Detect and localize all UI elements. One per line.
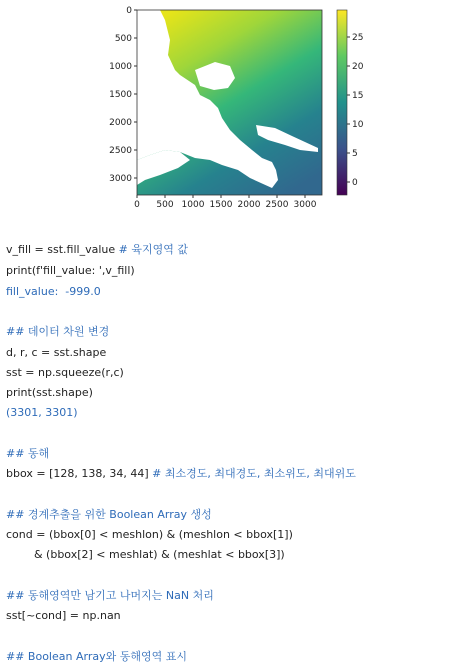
code-comment-line: ## Boolean Array와 동해영역 표시	[6, 650, 187, 663]
code-line-5: d, r, c = sst.shape	[6, 346, 107, 359]
colorbar-tick-label: 10	[352, 120, 364, 130]
x-tick-label: 2500	[265, 200, 289, 210]
code-line-6: sst = np.squeeze(r,c)	[6, 366, 124, 379]
output-line-1: fill_value: -999.0	[6, 285, 101, 298]
code-comment-line: ## 동해	[6, 447, 50, 460]
code-text: bbox = [128, 138, 34, 44]	[6, 467, 153, 480]
code-line-2: print(f'fill_value: ',v_fill)	[6, 264, 135, 277]
y-tick-label: 2500	[109, 146, 132, 156]
code-line-13: & (bbox[2] < meshlat) & (meshlat < bbox[3])	[6, 548, 285, 561]
colorbar-tick-label: 15	[352, 91, 364, 101]
y-tick-label: 3000	[109, 174, 132, 184]
colorbar-axis	[347, 33, 364, 188]
colorbar	[337, 10, 347, 195]
code-text: v_fill = sst.fill_value	[6, 243, 119, 256]
colorbar-tick-label: 0	[352, 178, 358, 188]
output-line-2: (3301, 3301)	[6, 406, 78, 419]
x-tick-label: 1000	[181, 200, 205, 210]
code-line-15: sst[~cond] = np.nan	[6, 609, 121, 622]
sst-image-plot	[0, 0, 474, 220]
code-comment-line: ## 경계추출을 위한 Boolean Array 생성	[6, 508, 212, 521]
y-tick-label: 2000	[109, 118, 132, 128]
colorbar-tick-label: 20	[352, 62, 364, 72]
y-axis	[109, 6, 137, 184]
x-tick-label: 2000	[237, 200, 261, 210]
y-tick-label: 1500	[109, 90, 132, 100]
x-tick-label: 1500	[209, 200, 233, 210]
code-line-10	[6, 467, 356, 481]
code-comment: # 최소경도, 최대경도, 최소위도, 최대위도	[152, 467, 356, 480]
colorbar-tick-label: 5	[352, 149, 358, 159]
code-comment: # 육지영역 값	[118, 243, 188, 256]
x-tick-label: 3000	[293, 200, 317, 210]
y-tick-label: 0	[126, 6, 132, 16]
code-line-7: print(sst.shape)	[6, 386, 93, 399]
colorbar-tick-label: 25	[352, 33, 364, 43]
y-tick-label: 1000	[109, 62, 132, 72]
y-tick-label: 500	[114, 34, 132, 44]
x-tick-label: 500	[156, 200, 174, 210]
code-line-1	[6, 243, 188, 257]
x-tick-label: 0	[134, 200, 140, 210]
code-comment-line: ## 동해영역만 남기고 나머지는 NaN 처리	[6, 589, 214, 602]
code-comment-line: ## 데이터 차원 변경	[6, 325, 110, 338]
x-axis	[134, 195, 317, 210]
code-line-12: cond = (bbox[0] < meshlon) & (meshlon < bbox[1])	[6, 528, 293, 541]
